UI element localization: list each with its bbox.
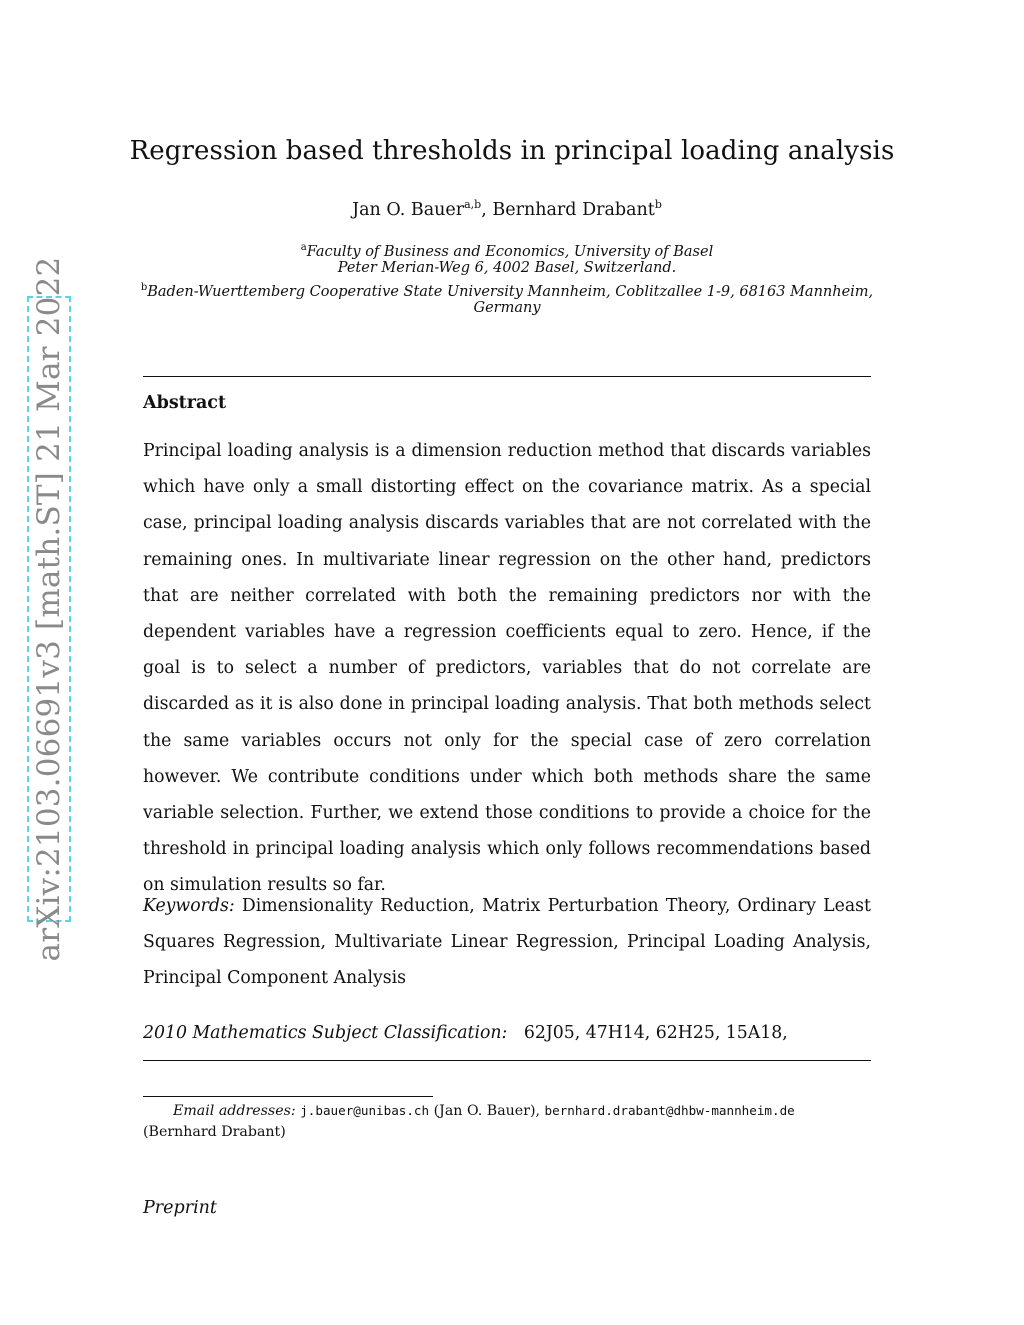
abstract-heading: Abstract	[143, 393, 227, 413]
affiliation-a-line2: Peter Merian-Weg 6, 4002 Basel, Switzerland.	[337, 260, 677, 276]
footnote-rule	[143, 1096, 433, 1097]
affiliation-marker: b	[140, 282, 148, 293]
footnote-name: (Bernhard Drabant)	[143, 1124, 286, 1140]
footnote-label: Email addresses:	[173, 1103, 296, 1119]
footnote-name: (Jan O. Bauer),	[433, 1103, 541, 1119]
author-separator: ,	[481, 199, 493, 220]
affiliation-b-line2: Germany	[473, 300, 541, 316]
keywords-label: Keywords:	[143, 896, 235, 916]
abstract-text: Principal loading analysis is a dimension reduction method that discards variables which have only a small distorting effect on the covariance matrix. As a special case, principal loading analysis discards variables that are not correlated with the remaining ones. In multivariate linear regression on the other hand, predictors that are neither correlated with both the remaining predictors nor with the dependent variables have a regression coefficients equal to zero. Hence, if the goal is to select a number of predictors, variables that do not correlate are discarded as it is also done in principal loading analysis. That both methods select the same variables occurs not only for the special case of zero correlation however. We contribute conditions under which both methods share the same variable selection. Further, we extend those conditions to provide a choice for the threshold in principal loading analysis which only follows recommendations based on simulation results so far.	[143, 441, 871, 896]
preprint-label: Preprint	[143, 1198, 217, 1218]
msc-classification	[143, 1023, 871, 1043]
affiliation-text: Faculty of Business and Economics, University of Basel	[306, 243, 714, 260]
author-line	[0, 198, 1014, 220]
affiliation-marker: a	[300, 242, 307, 253]
top-rule	[143, 376, 871, 377]
keywords-text: Dimensionality Reduction, Matrix Perturbation Theory, Ordinary Least Squares Regression, Multivariate Linear Regression, Principal Loading Analysis, Principal Component Analysis	[143, 896, 871, 989]
msc-label: 2010 Mathematics Subject Classification:	[143, 1023, 508, 1043]
keywords	[143, 888, 871, 997]
author-name: Jan O. Bauer	[352, 199, 465, 220]
affiliation-marker: b	[654, 198, 662, 211]
arxiv-stamp[interactable]	[27, 256, 71, 962]
email-link-drabant[interactable]: bernhard.drabant@dhbw-mannheim.de	[544, 1103, 795, 1118]
arxiv-stamp-text: arXiv:2103.06691v3 [math.ST] 21 Mar 2022	[31, 256, 67, 962]
msc-codes: 62J05, 47H14, 62H25, 15A18,	[523, 1023, 788, 1043]
paper-title: Regression based thresholds in principal loading analysis	[129, 136, 895, 166]
affiliation-text: Baden-Wuerttemberg Cooperative State University Mannheim, Coblitzallee 1-9, 68163 Mannheim,	[147, 283, 874, 300]
author-name: Bernhard Drabant	[492, 199, 655, 220]
email-link-bauer[interactable]: j.bauer@unibas.ch	[300, 1103, 430, 1118]
bottom-rule	[143, 1060, 871, 1061]
affiliation-marker: a,b	[464, 198, 482, 211]
footnote	[143, 1100, 871, 1143]
